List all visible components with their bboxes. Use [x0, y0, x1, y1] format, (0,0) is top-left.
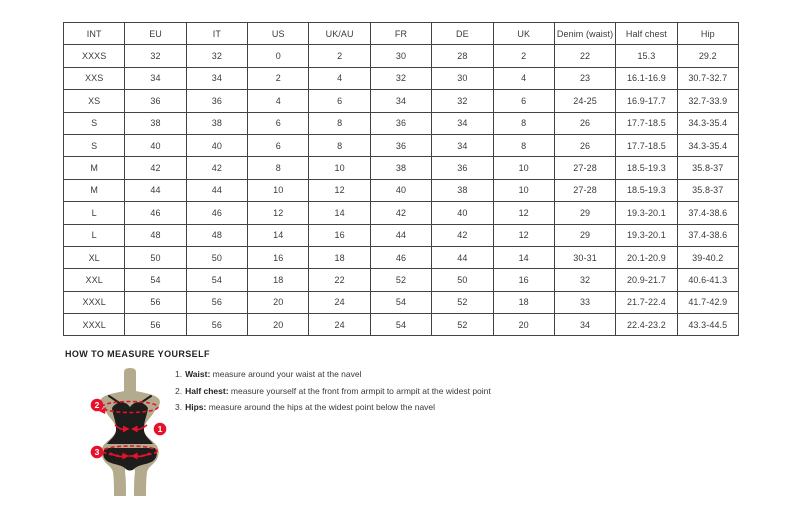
size-cell: 27-28: [554, 157, 615, 179]
size-cell: 6: [493, 90, 554, 112]
step-description: measure around the hips at the widest point below the navel: [206, 402, 436, 412]
size-cell: M: [64, 157, 125, 179]
camisole: [107, 402, 153, 444]
size-cell: 32: [370, 67, 431, 89]
size-cell: 20: [248, 314, 309, 336]
size-cell: 54: [125, 269, 186, 291]
size-cell: S: [64, 134, 125, 156]
size-cell: 20.1-20.9: [616, 246, 677, 268]
size-cell: XXXL: [64, 314, 125, 336]
size-cell: 40.6-41.3: [677, 269, 738, 291]
size-cell: 52: [432, 314, 493, 336]
size-cell: 18.5-19.3: [616, 157, 677, 179]
size-cell: 19.3-20.1: [616, 224, 677, 246]
size-cell: 38: [186, 112, 247, 134]
size-cell: 36: [125, 90, 186, 112]
size-cell: 46: [370, 246, 431, 268]
size-column-header: US: [248, 23, 309, 45]
size-cell: 24-25: [554, 90, 615, 112]
size-table-header-row: [64, 23, 739, 45]
measure-steps-list: [175, 369, 491, 419]
size-cell: 32: [554, 269, 615, 291]
size-row: [64, 134, 739, 156]
size-cell: 52: [432, 291, 493, 313]
size-column-header: EU: [125, 23, 186, 45]
size-cell: 35.8-37: [677, 179, 738, 201]
size-cell: 29.2: [677, 45, 738, 67]
size-cell: 42: [432, 224, 493, 246]
size-row: [64, 45, 739, 67]
size-cell: 32: [186, 45, 247, 67]
size-cell: 34: [125, 67, 186, 89]
size-cell: 23: [554, 67, 615, 89]
size-cell: 34: [554, 314, 615, 336]
badge-hips-number: 3: [94, 447, 100, 457]
size-cell: 8: [493, 134, 554, 156]
size-cell: 22: [309, 269, 370, 291]
size-cell: 10: [309, 157, 370, 179]
size-chart-table: [63, 22, 739, 336]
size-cell: 4: [309, 67, 370, 89]
step-term: Half chest:: [185, 385, 229, 396]
size-cell: 44: [432, 246, 493, 268]
size-cell: 56: [186, 291, 247, 313]
size-cell: 42: [370, 202, 431, 224]
size-cell: XXS: [64, 67, 125, 89]
step-term: Hips:: [185, 402, 207, 412]
size-cell: 56: [125, 291, 186, 313]
size-row: [64, 269, 739, 291]
size-cell: 28: [432, 45, 493, 67]
size-cell: 10: [493, 157, 554, 179]
size-cell: 14: [309, 202, 370, 224]
size-cell: 21.7-22.4: [616, 291, 677, 313]
size-cell: 20: [493, 314, 554, 336]
size-cell: 16: [493, 269, 554, 291]
size-cell: M: [64, 179, 125, 201]
size-row: [64, 112, 739, 134]
size-cell: 40: [370, 179, 431, 201]
size-cell: 41.7-42.9: [677, 291, 738, 313]
size-cell: 12: [493, 202, 554, 224]
size-cell: 2: [493, 45, 554, 67]
size-cell: 4: [248, 90, 309, 112]
size-cell: 19.3-20.1: [616, 202, 677, 224]
size-cell: 15.3: [616, 45, 677, 67]
badge-waist-number: 1: [157, 424, 163, 434]
size-row: [64, 291, 739, 313]
size-cell: 44: [370, 224, 431, 246]
size-row: [64, 246, 739, 268]
size-cell: 30.7-32.7: [677, 67, 738, 89]
measure-section-title: HOW TO MEASURE YOURSELF: [65, 349, 210, 359]
size-cell: 30: [370, 45, 431, 67]
size-column-header: UK: [493, 23, 554, 45]
size-cell: 32: [125, 45, 186, 67]
size-cell: 46: [125, 202, 186, 224]
size-cell: 34.3-35.4: [677, 134, 738, 156]
size-cell: 0: [248, 45, 309, 67]
measure-step: [175, 369, 491, 379]
size-cell: 6: [248, 112, 309, 134]
size-cell: 27-28: [554, 179, 615, 201]
size-cell: 38: [370, 157, 431, 179]
size-cell: 43.3-44.5: [677, 314, 738, 336]
size-cell: 32: [432, 90, 493, 112]
size-row: [64, 90, 739, 112]
size-row: [64, 224, 739, 246]
size-cell: 8: [309, 112, 370, 134]
size-cell: 8: [309, 134, 370, 156]
size-cell: 37.4-38.6: [677, 224, 738, 246]
size-cell: 52: [370, 269, 431, 291]
size-cell: 29: [554, 202, 615, 224]
size-cell: 10: [248, 179, 309, 201]
measure-step: [175, 402, 491, 412]
size-cell: 48: [125, 224, 186, 246]
size-cell: XL: [64, 246, 125, 268]
size-cell: 22: [554, 45, 615, 67]
size-cell: 6: [248, 134, 309, 156]
size-column-header: INT: [64, 23, 125, 45]
step-number: 1.: [175, 369, 183, 379]
size-cell: 34: [432, 112, 493, 134]
size-cell: 42: [186, 157, 247, 179]
size-cell: 20.9-21.7: [616, 269, 677, 291]
size-cell: 10: [493, 179, 554, 201]
size-cell: 12: [493, 224, 554, 246]
size-cell: 16: [309, 224, 370, 246]
size-cell: 40: [432, 202, 493, 224]
size-cell: 50: [432, 269, 493, 291]
size-cell: 42: [125, 157, 186, 179]
size-cell: 17.7-18.5: [616, 112, 677, 134]
size-column-header: DE: [432, 23, 493, 45]
size-cell: 37.4-38.6: [677, 202, 738, 224]
size-cell: 18: [493, 291, 554, 313]
size-column-header: Denim (waist): [554, 23, 615, 45]
size-cell: 54: [370, 314, 431, 336]
size-cell: 40: [125, 134, 186, 156]
size-cell: 4: [493, 67, 554, 89]
size-cell: 2: [309, 45, 370, 67]
size-column-header: FR: [370, 23, 431, 45]
size-cell: 33: [554, 291, 615, 313]
size-row: [64, 67, 739, 89]
size-cell: 32.7-33.9: [677, 90, 738, 112]
size-cell: 24: [309, 291, 370, 313]
size-cell: 8: [493, 112, 554, 134]
size-chart-container: [63, 22, 739, 336]
size-cell: 24: [309, 314, 370, 336]
size-cell: 16.9-17.7: [616, 90, 677, 112]
size-cell: 17.7-18.5: [616, 134, 677, 156]
step-description: measure yourself at the front from armpit to armpit at the widest point: [228, 385, 491, 396]
size-cell: 12: [248, 202, 309, 224]
size-cell: 36: [370, 112, 431, 134]
size-row: [64, 157, 739, 179]
size-cell: L: [64, 224, 125, 246]
size-cell: 2: [248, 67, 309, 89]
size-cell: 39-40.2: [677, 246, 738, 268]
size-cell: 14: [493, 246, 554, 268]
measurement-mannequin-illustration: [85, 366, 175, 506]
size-column-header: Hip: [677, 23, 738, 45]
size-cell: S: [64, 112, 125, 134]
size-cell: 18.5-19.3: [616, 179, 677, 201]
size-cell: 14: [248, 224, 309, 246]
size-cell: XXL: [64, 269, 125, 291]
size-cell: 30-31: [554, 246, 615, 268]
size-column-header: Half chest: [616, 23, 677, 45]
size-cell: 34.3-35.4: [677, 112, 738, 134]
size-cell: 29: [554, 224, 615, 246]
size-cell: 46: [186, 202, 247, 224]
measure-step: [175, 386, 491, 396]
size-cell: 26: [554, 112, 615, 134]
size-row: [64, 202, 739, 224]
size-cell: 40: [186, 134, 247, 156]
size-cell: 36: [370, 134, 431, 156]
size-column-header: UK/AU: [309, 23, 370, 45]
size-cell: XXXS: [64, 45, 125, 67]
size-cell: 56: [186, 314, 247, 336]
size-cell: 34: [370, 90, 431, 112]
size-cell: 38: [125, 112, 186, 134]
size-cell: 54: [370, 291, 431, 313]
size-cell: 34: [432, 134, 493, 156]
step-number: 3.: [175, 402, 183, 412]
size-cell: 50: [186, 246, 247, 268]
size-cell: 50: [125, 246, 186, 268]
size-cell: 38: [432, 179, 493, 201]
step-term: Waist:: [185, 369, 211, 379]
size-row: [64, 179, 739, 201]
size-cell: 8: [248, 157, 309, 179]
size-cell: 22.4-23.2: [616, 314, 677, 336]
size-cell: 6: [309, 90, 370, 112]
size-cell: 54: [186, 269, 247, 291]
step-description: measure around your waist at the navel: [210, 369, 362, 379]
size-cell: 35.8-37: [677, 157, 738, 179]
size-cell: 44: [186, 179, 247, 201]
size-column-header: IT: [186, 23, 247, 45]
size-cell: 12: [309, 179, 370, 201]
size-cell: 30: [432, 67, 493, 89]
size-table-body: [64, 45, 739, 336]
size-cell: 34: [186, 67, 247, 89]
size-row: [64, 314, 739, 336]
size-cell: 18: [309, 246, 370, 268]
step-number: 2.: [175, 385, 183, 396]
size-cell: XXXL: [64, 291, 125, 313]
size-cell: 56: [125, 314, 186, 336]
size-cell: XS: [64, 90, 125, 112]
size-cell: 36: [432, 157, 493, 179]
size-cell: 20: [248, 291, 309, 313]
size-cell: 16: [248, 246, 309, 268]
size-cell: 16.1-16.9: [616, 67, 677, 89]
size-cell: 36: [186, 90, 247, 112]
size-cell: L: [64, 202, 125, 224]
badge-chest-number: 2: [94, 400, 100, 410]
size-cell: 18: [248, 269, 309, 291]
size-cell: 26: [554, 134, 615, 156]
size-cell: 44: [125, 179, 186, 201]
size-cell: 48: [186, 224, 247, 246]
